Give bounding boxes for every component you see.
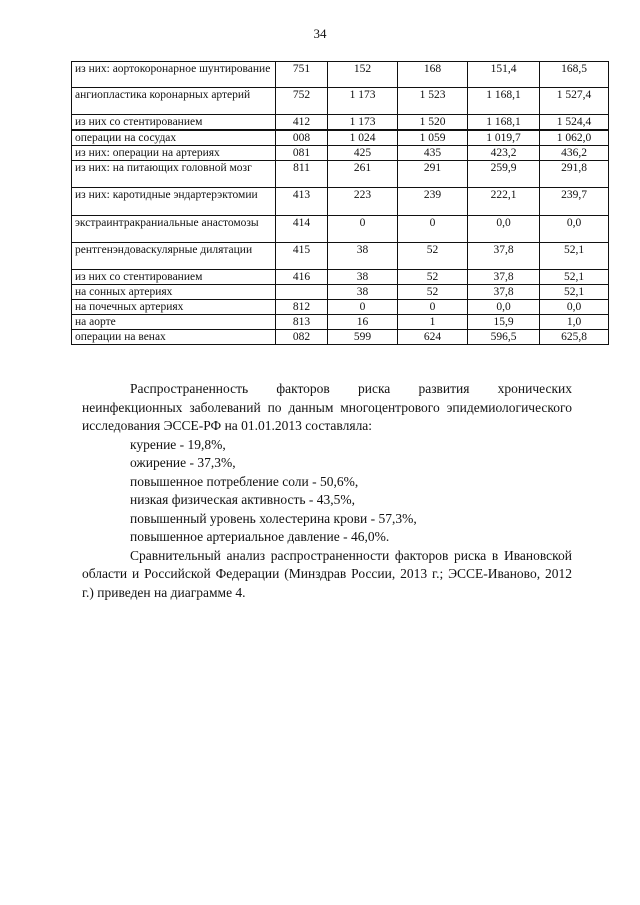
row-name-cell: на сонных артериях [72,285,276,300]
row-value-cell: 0,0 [468,216,540,243]
row-value-cell: 168,5 [540,62,609,88]
row-value-cell: 0 [328,216,398,243]
row-value-cell: 37,8 [468,270,540,285]
row-name-cell: из них со стентированием [72,270,276,285]
row-value-cell: 38 [328,270,398,285]
row-value-cell: 52,1 [540,285,609,300]
body-text [82,380,572,602]
row-value-cell: 261 [328,161,398,188]
row-name-cell: из них: на питающих головной мозг [72,161,276,188]
risk-factor-item: курение - 19,8%, [130,436,226,452]
row-code-cell: 752 [276,88,328,115]
row-value-cell: 291,8 [540,161,609,188]
row-value-cell: 1 062,0 [540,130,609,146]
table-row [72,161,609,188]
row-name-cell: рентгенэндоваскулярные дилятации [72,243,276,270]
row-value-cell: 0,0 [540,216,609,243]
row-value-cell: 52 [398,243,468,270]
row-value-cell: 625,8 [540,330,609,345]
row-value-cell: 1 168,1 [468,88,540,115]
row-code-cell: 812 [276,300,328,315]
row-code-cell: 008 [276,130,328,146]
table-row [72,243,609,270]
row-name-cell: из них: каротидные эндартерэктомии [72,188,276,216]
row-name-cell: ангиопластика коронарных артерий [72,88,276,115]
row-value-cell: 239,7 [540,188,609,216]
risk-factor-item: повышенное артериальное давление - 46,0%. [130,529,390,544]
row-value-cell: 291 [398,161,468,188]
row-code-cell: 813 [276,315,328,330]
row-value-cell: 0 [398,216,468,243]
row-value-cell: 1 524,4 [540,115,609,131]
row-value-cell: 152 [328,62,398,88]
surgery-statistics-table [71,61,609,345]
page-number: 34 [313,26,327,41]
table-row [72,270,609,285]
row-value-cell: 423,2 [468,146,540,161]
row-value-cell: 259,9 [468,161,540,188]
row-value-cell: 1 024 [328,130,398,146]
row-code-cell: 412 [276,115,328,131]
table-row [72,315,609,330]
row-value-cell: 1 [398,315,468,330]
row-value-cell: 52,1 [540,243,609,270]
row-name-cell: операции на венах [72,330,276,345]
table-row [72,62,609,88]
row-name-cell: из них: операции на артериях [72,146,276,161]
row-value-cell: 596,5 [468,330,540,345]
row-name-cell: операции на сосудах [72,130,276,146]
row-code-cell: 081 [276,146,328,161]
risk-factor-list [82,436,572,547]
row-value-cell: 52,1 [540,270,609,285]
risk-factor-item: повышенный уровень холестерина крови - 57,3%, [130,510,417,526]
row-code-cell: 413 [276,188,328,216]
row-value-cell: 1,0 [540,315,609,330]
table-row [72,216,609,243]
row-value-cell: 1 019,7 [468,130,540,146]
row-value-cell: 1 059 [398,130,468,146]
row-code-cell: 415 [276,243,328,270]
table-row [72,88,609,115]
intro-paragraph: Распространенность факторов риска развития хронических неинфекционных заболеваний по данным многоцентрового эпидемиологического исследования ЭССЕ-РФ на 01.01.2013 составляла: [82,381,572,433]
row-value-cell: 222,1 [468,188,540,216]
row-value-cell: 599 [328,330,398,345]
row-name-cell: на почечных артериях [72,300,276,315]
row-code-cell: 416 [276,270,328,285]
row-value-cell: 1 527,4 [540,88,609,115]
row-code-cell: 811 [276,161,328,188]
row-value-cell: 0,0 [468,300,540,315]
table-row [72,115,609,131]
row-value-cell: 436,2 [540,146,609,161]
row-value-cell: 223 [328,188,398,216]
row-value-cell: 16 [328,315,398,330]
row-value-cell: 425 [328,146,398,161]
table-row [72,146,609,161]
row-value-cell: 15,9 [468,315,540,330]
row-value-cell: 0 [328,300,398,315]
row-value-cell: 37,8 [468,243,540,270]
row-value-cell: 1 173 [328,88,398,115]
row-value-cell: 1 173 [328,115,398,131]
risk-factor-item: повышенное потребление соли - 50,6%, [130,473,359,489]
row-value-cell: 38 [328,285,398,300]
row-code-cell: 082 [276,330,328,345]
row-name-cell: из них со стентированием [72,115,276,131]
row-name-cell: из них: аортокоронарное шунтирование [72,62,276,88]
row-code-cell: 414 [276,216,328,243]
table-row [72,188,609,216]
row-value-cell: 38 [328,243,398,270]
risk-factor-item: низкая физическая активность - 43,5%, [130,492,356,507]
row-value-cell: 52 [398,285,468,300]
row-value-cell: 37,8 [468,285,540,300]
table-row [72,300,609,315]
row-value-cell: 1 520 [398,115,468,131]
table-row [72,330,609,345]
table-row [72,130,609,146]
row-name-cell: на аорте [72,315,276,330]
row-value-cell: 1 523 [398,88,468,115]
row-value-cell: 0,0 [540,300,609,315]
row-value-cell: 624 [398,330,468,345]
closing-paragraph: Сравнительный анализ распространенности факторов риска в Ивановской области и Российской Федерации (Минздрав России, 2013 г.; ЭССЕ-Иваново, 2012 г.) приведен на диаграмме 4. [82,547,572,600]
row-value-cell: 435 [398,146,468,161]
risk-factor-item: ожирение - 37,3%, [130,455,236,470]
row-value-cell: 168 [398,62,468,88]
row-code-cell [276,285,328,300]
row-value-cell: 1 168,1 [468,115,540,131]
table-row [72,285,609,300]
row-value-cell: 239 [398,188,468,216]
row-value-cell: 151,4 [468,62,540,88]
row-name-cell: экстраинтракраниальные анастомозы [72,216,276,243]
row-value-cell: 0 [398,300,468,315]
row-value-cell: 52 [398,270,468,285]
row-code-cell: 751 [276,62,328,88]
